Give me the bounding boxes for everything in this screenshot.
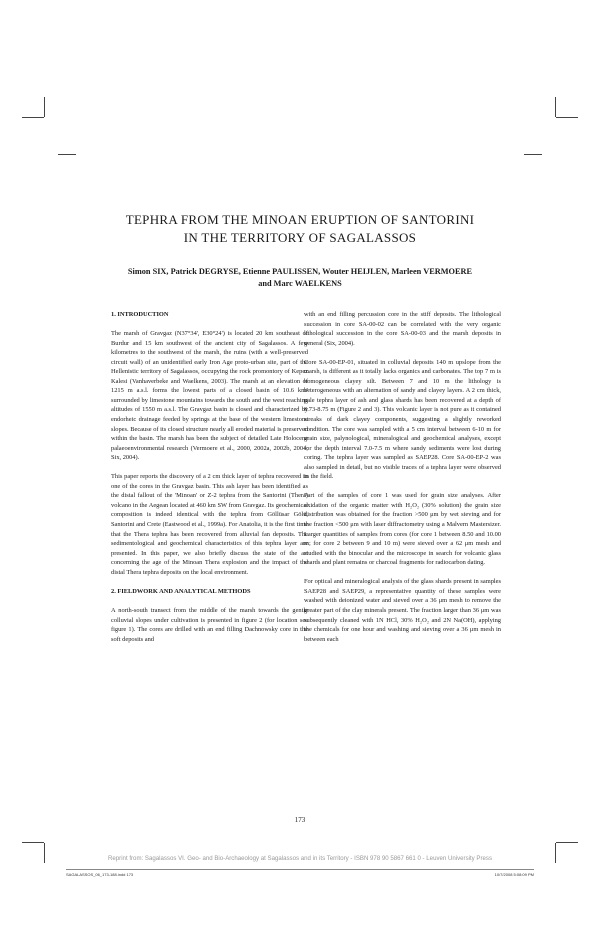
print-slug-file: SAGALASSOS_06_173-188.indd 173 <box>66 872 134 877</box>
crop-mark <box>556 842 578 843</box>
paper-title <box>60 211 540 247</box>
left-column <box>111 310 308 644</box>
title-line: TEPHRA FROM THE MINOAN ERUPTION OF SANTORINI <box>125 212 475 227</box>
paragraph: For optical and mineralogical analysis of the glass shards present in samples SAEP28 and SAEP29, a representative quantity of these samples were washed with deionized water and sieved over a 36 μm mesh to remove the greater part of the clay minerals present. The fraction larger than 36 μm was subsequently cleaned with 1N HCl, 30% H₂O₂ and 2N Na(OH), applying the chemicals for one hour and washing and sieving over a 36 μm mesh in between each <box>304 578 501 643</box>
paragraph: A north-south transect from the middle of the marsh towards the gentle colluvial slopes under cultivation is presented in figure 2 (for location see figure 1). The cores are drilled with an end filling Dachnowsky core in the soft deposits and <box>111 606 308 643</box>
crop-mark <box>44 97 45 117</box>
paragraph: Part of the samples of core 1 was used for grain size analyses. After oxidation of the organic matter with H₂O₂ (30% solution) the grain size distribution was obtained for the fraction >500 μm by wet sieving and for the fraction <500 μm with laser diffractometry using a Malvern Mastersizer. Larger quantities of samples from cores (for core 1 between 8.50 and 10.00 m; for core 2 between 9 and 10 m) were sieved over a 62 μm mesh and studied with the binocular and the microscope in search for volcanic glass shards and plant remains or charcoal fragments for radiocarbon dating. <box>304 492 501 567</box>
author-list <box>95 266 505 290</box>
crop-mark <box>58 154 76 155</box>
paragraph: Core SA-00-EP-01, situated in colluvial deposits 140 m upslope from the marsh, is different as it totally lacks organics and carbonates. The top 7 m is homogeneous clayey silt. Between 7 and 10 m the lithology is heterogeneous with an alternation of sandy and clayey layers. A 2 cm thick, pale tephra layer of ash and glass shards has been recovered at a depth of 8.73-8.75 m (Figure 2 and 3). This volcanic layer is not pure as it contained streaks of dark clayey components, suggesting a slightly reworked condition. The core was sampled with a 5 cm interval between 6-10 m for grain size, palynological, mineralogical and geochemical analyses, except for the depth interval 7.0-7.5 m where sandy sediments were lost during coring. The tephra layer was sampled as SAEP28. Core SA-00-EP-2 was also sampled in detail, but no visible traces of a tephra layer were observed in the field. <box>304 358 501 481</box>
crop-mark <box>555 97 556 117</box>
crop-mark <box>524 154 542 155</box>
paragraph: with an end filling percussion core in the stiff deposits. The lithological succession in core SA-00-02 can be correlated with the very organic lithological succession in the core SA-00-03 and the marsh deposits in general (Six, 2004). <box>304 311 501 347</box>
paragraph: The marsh of Gravgaz (N37°34', E30°24') is located 20 km southeast of Burdur and 15 km southwest of the ancient city of Sagalassos. A few kilometres to the southwest of the marsh, the ruins (with a well-preserved circuit wall) of an unidentified early Iron Age proto-urban site, part of the Hellenistic territory of Sagalassos, occupying the rock promontory of Kepez Kalesi (Vanhaverbeke and Waelkens, 2003). The marsh at an elevation of 1215 m a.s.l. forms the lowest parts of a closed basin of 10.6 km² surrounded by limestone mountains towards the south and the west reaching altitudes of 1550 m a.s.l. The Gravgaz basin is closed and characterized by endorheic drainage feeded by springs at the base of the western limestone slopes. Because of its closed structure nearly all eroded material is preserved within the basin. The marsh has been the subject of detailed Late Holocene palaeoenvironmental research (Vermoere et al., 2000, 2002a, 2002b, 2004; Six, 2004). <box>111 330 308 462</box>
author-line: Simon SIX, Patrick DEGRYSE, Etienne PAULISSEN, Wouter HEIJLEN, Marleen VERMOERE <box>127 267 473 276</box>
section-heading: 2. FIELDWORK AND ANALYTICAL METHODS <box>111 587 251 595</box>
title-line: IN THE TERRITORY OF SAGALASSOS <box>183 230 417 245</box>
author-line: and Marc WAELKENS <box>258 279 342 288</box>
crop-mark <box>22 842 44 843</box>
footer-divider <box>66 869 534 870</box>
crop-mark <box>22 117 44 118</box>
reprint-notice: Reprint from: Sagalassos VI. Geo- and Bio-Archaeology at Sagalassos and in its Territory - ISBN 978 90 5867 661 0 - Leuven University Press <box>108 855 492 862</box>
paragraph: This paper reports the discovery of a 2 cm thick layer of tephra recovered in one of the cores in the Gravgaz basin. This ash layer has been identified as the distal fallout of the 'Minoan' or Z-2 tephra from the Santorini (Thera) volcano in the Aegean located at 460 km SW from Gravgaz. Its geochemical composition is indeed identical with the tephra from Göllüsar Gölü, Santorini and Crete (Eastwood et al., 1999a). For Anatolia, it is the first time that the Thera tephra has been recovered from alluvial fan deposits. The sedimentological and geochemical characteristics of this tephra layer are presented. In this paper, we also briefly discuss the state of the art concerning the age of the Minoan Thera explosion and the impact of the distal Thera tephra deposits on the local environment. <box>111 473 308 576</box>
crop-mark <box>556 117 578 118</box>
print-slug-date: 10/7/2008 5:08:09 PM <box>494 872 534 877</box>
section-heading: 1. INTRODUCTION <box>111 311 169 318</box>
right-column <box>304 310 501 644</box>
page-number: 173 <box>294 816 306 824</box>
